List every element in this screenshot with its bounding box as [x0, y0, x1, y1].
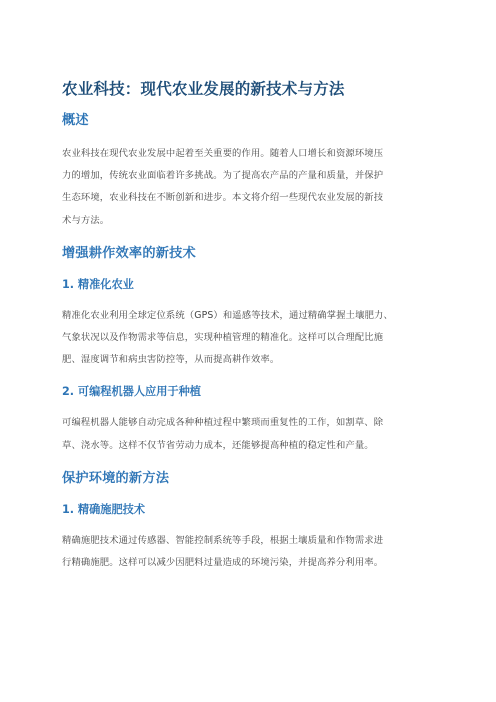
paragraph-line: 力的增加，传统农业面临着许多挑战。为了提高农产品的产量和质量，并保护	[62, 170, 384, 182]
subsection-heading-precise-fertilization: 1. 精确施肥技术	[62, 502, 146, 516]
precision-agriculture-paragraph	[62, 305, 440, 372]
section-heading-environment: 保护环境的新方法	[62, 470, 170, 486]
precise-fertilization-paragraph	[62, 530, 440, 574]
paragraph-line: 行精确施肥。这样可以减少因肥料过量造成的环境污染，并提高养分利用率。	[62, 557, 384, 569]
overview-paragraph	[62, 143, 440, 232]
paragraph-line: 气象状况以及作物需求等信息，实现种植管理的精准化。这样可以合理配比施	[62, 332, 384, 344]
paragraph-line: 草、浇水等。这样不仅节省劳动力成本，还能够提高种植的稳定性和产量。	[62, 439, 374, 451]
document-title: 农业科技：现代农业发展的新技术与方法	[62, 80, 345, 98]
robots-paragraph	[62, 412, 440, 456]
section-heading-efficiency: 增强耕作效率的新技术	[62, 245, 196, 261]
paragraph-line: 生态环境，农业科技在不断创新和进步。本文将介绍一些现代农业发展的新技	[62, 192, 384, 204]
paragraph-line: 可编程机器人能够自动完成各种种植过程中繁琐而重复性的工作，如割草、除	[62, 417, 384, 429]
overview-heading: 概述	[62, 113, 89, 128]
paragraph-line: 术与方法。	[62, 214, 110, 226]
subsection-heading-precision-agriculture: 1. 精准化农业	[62, 277, 134, 291]
paragraph-line: 肥、湿度调节和病虫害防控等，从而提高耕作效率。	[62, 354, 280, 366]
subsection-heading-robots: 2. 可编程机器人应用于种植	[62, 385, 201, 399]
paragraph-line: 农业科技在现代农业发展中起着至关重要的作用。随着人口增长和资源环境压	[62, 148, 384, 159]
paragraph-line: 精准化农业利用全球定位系统（GPS）和遥感等技术，通过精确掌握土壤肥力、	[62, 309, 393, 321]
document-page	[62, 78, 440, 586]
paragraph-line: 精确施肥技术通过传感器、智能控制系统等手段，根据土壤质量和作物需求进	[62, 534, 384, 546]
